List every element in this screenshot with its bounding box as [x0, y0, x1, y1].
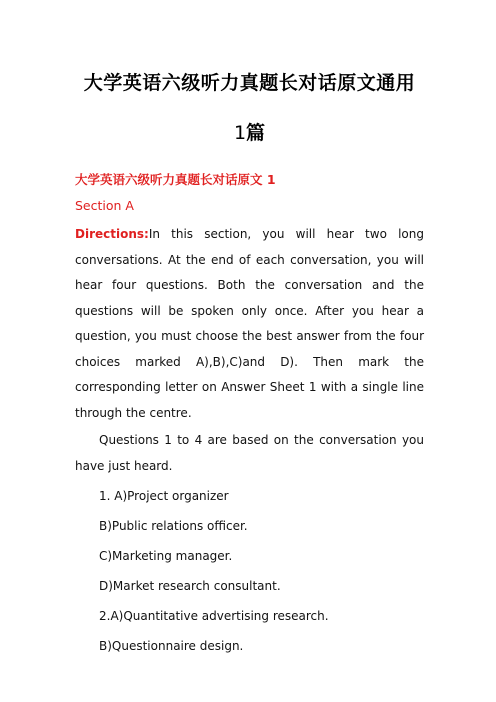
- option-line: B)Questionnaire design.: [99, 639, 244, 653]
- title-number: 1: [233, 122, 247, 144]
- questions-intro: Questions 1 to 4 are based on the conversation you have just heard.: [75, 433, 424, 473]
- option-line: C)Marketing manager.: [99, 549, 233, 563]
- option-line: D)Market research consultant.: [99, 579, 281, 593]
- title-suffix: 篇: [246, 122, 266, 144]
- document-title-line2: [75, 97, 424, 147]
- options-list: [75, 481, 424, 661]
- option-line: 1. A)Project organizer: [99, 489, 229, 503]
- section-heading: 大学英语六级听力真题长对话原文 1: [75, 172, 276, 187]
- directions-body: In this section, you will hear two long conversations. At the end of each conversation, you will hear four questions. Both the conversation and the questions will be spoken only once. After you hear a question, you must choose the best answer from the four choices marked A),B),C)and D). Then mark the corresponding letter on Answer Sheet 1 with a single line through the centre.: [75, 227, 424, 420]
- option-line: B)Public relations officer.: [99, 519, 248, 533]
- directions-paragraph: [75, 222, 424, 426]
- section-label: Section A: [75, 198, 134, 213]
- option-line: 2.A)Quantitative advertising research.: [99, 609, 329, 623]
- document-title: 大学英语六级听力真题长对话原文通用: [83, 72, 416, 94]
- directions-lead: Directions:: [75, 227, 149, 241]
